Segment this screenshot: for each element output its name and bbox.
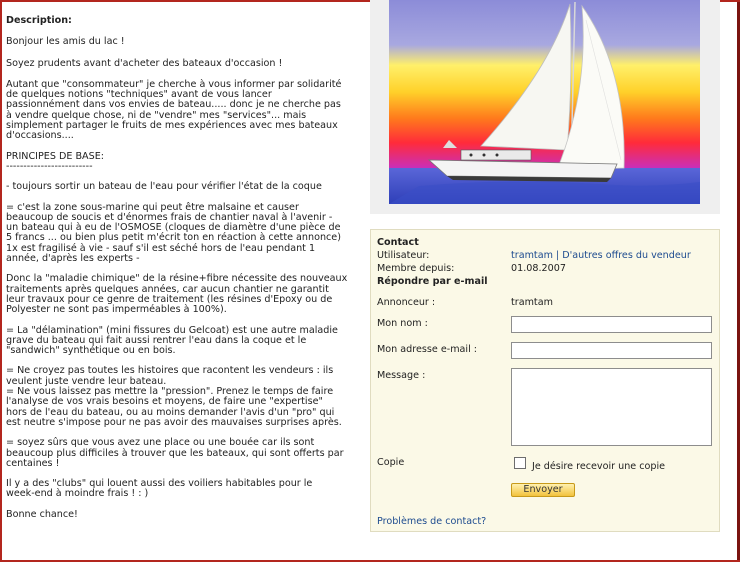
desc-paragraph-1: Bonjour les amis du lac !	[6, 36, 125, 48]
boat-photo[interactable]	[389, 0, 700, 204]
desc-paragraph-5: - toujours sortir un bateau de l'eau pour vérifier l'état de la coque	[6, 181, 322, 193]
desc-paragraph-7: Donc la "maladie chimique" de la résine+fibre nécessite des nouveaux traitements après quelques années, car aucun chantier ne garantit leur travaux pour ce genre de traitement (les résines d'Epoxy ou de Polyester ne sont pas imperméables à 100%).	[6, 273, 348, 316]
advertiser-name: tramtam	[511, 297, 553, 308]
name-label: Mon nom :	[377, 318, 428, 329]
contact-problems-link[interactable]: Problèmes de contact?	[377, 516, 487, 527]
other-offers-link[interactable]: D'autres offres du vendeur	[562, 250, 691, 261]
message-textarea[interactable]	[511, 368, 712, 446]
user-label: Utilisateur:	[377, 250, 430, 261]
copy-checkbox-label: Je désire recevoir une copie	[532, 461, 666, 472]
desc-paragraph-3: Autant que "consommateur" je cherche à vous informer par solidarité de quelques notions "techniques" avant de vous lancer passionnément dans vos envies de bateau..... donc je ne cherche pas à vendre quelque chose, ni de "vendre" mes "services"... mais simplement partager le fruits de mes expériences avec mes bateaux d'occasions....	[6, 78, 342, 142]
description-title: Description:	[6, 15, 72, 26]
user-info	[511, 250, 691, 261]
name-input[interactable]	[511, 316, 712, 333]
copy-checkbox[interactable]	[514, 457, 526, 469]
contact-title: Contact	[377, 237, 419, 248]
desc-paragraph-9: = Ne croyez pas toutes les histoires que racontent les vendeurs : ils veulent juste vendre leur bateau. = Ne vous laissez pas mettre la "pression". Prenez le temps de faire l'analyse de vos vrais besoins et moyens, de faire une "expertise" hors de l'eau du bateau, ou au moins demander l'avis d'un "pro" qui est neutre s'impose pour ne pas avoir des mauvaises surprises après.	[6, 365, 342, 428]
email-label: Mon adresse e-mail :	[377, 344, 478, 355]
separator: |	[555, 250, 560, 261]
desc-paragraph-6: = c'est la zone sous-marine qui peut être malsaine et causer beaucoup de soucis et d'énormes frais de chantier naval à l'avenir - un bateau qui à eu de l'OSMOSE (cloques de diamètre d'une pièce de 5 francs ... ou bien plus petit m'écrit ton en réaction à cette annonce) 1x est fragilisé à vie - sauf s'il est séché hors de l'eau pendant 1 année, d'après les experts -	[6, 201, 341, 265]
reply-email-heading: Répondre par e-mail	[377, 276, 488, 287]
send-button[interactable]: Envoyer	[511, 483, 575, 497]
contact-panel	[370, 229, 720, 532]
email-input[interactable]	[511, 342, 712, 359]
desc-paragraph-8: = La "délamination" (mini fissures du Gelcoat) est une autre maladie grave du bateau qui fait aussi rentrer l'eau dans la coque et le "sandwich" synthétique ou en bois.	[6, 324, 338, 357]
desc-paragraph-2: Soyez prudents avant d'acheter des bateaux d'occasion !	[6, 57, 283, 69]
seller-username-link[interactable]: tramtam	[511, 250, 553, 261]
desc-paragraph-10: = soyez sûrs que vous avez une place ou une bouée car ils sont beaucoup plus difficiles à trouver que les bateaux, qui sont offerts par centaines !	[6, 437, 344, 469]
desc-paragraph-11: Il y a des "clubs" qui louent aussi des voiliers habitables pour le week-end à moindre frais ! : )	[6, 478, 313, 500]
copy-label: Copie	[377, 457, 405, 468]
description-section	[6, 16, 360, 520]
member-since-date: 01.08.2007	[511, 263, 566, 274]
member-since-label: Membre depuis:	[377, 263, 455, 274]
advertiser-label: Annonceur :	[377, 297, 436, 308]
desc-principles-heading: PRINCIPES DE BASE: -------------------------	[6, 150, 104, 172]
desc-closing: Bonne chance!	[6, 508, 78, 520]
message-label: Message :	[377, 370, 426, 381]
